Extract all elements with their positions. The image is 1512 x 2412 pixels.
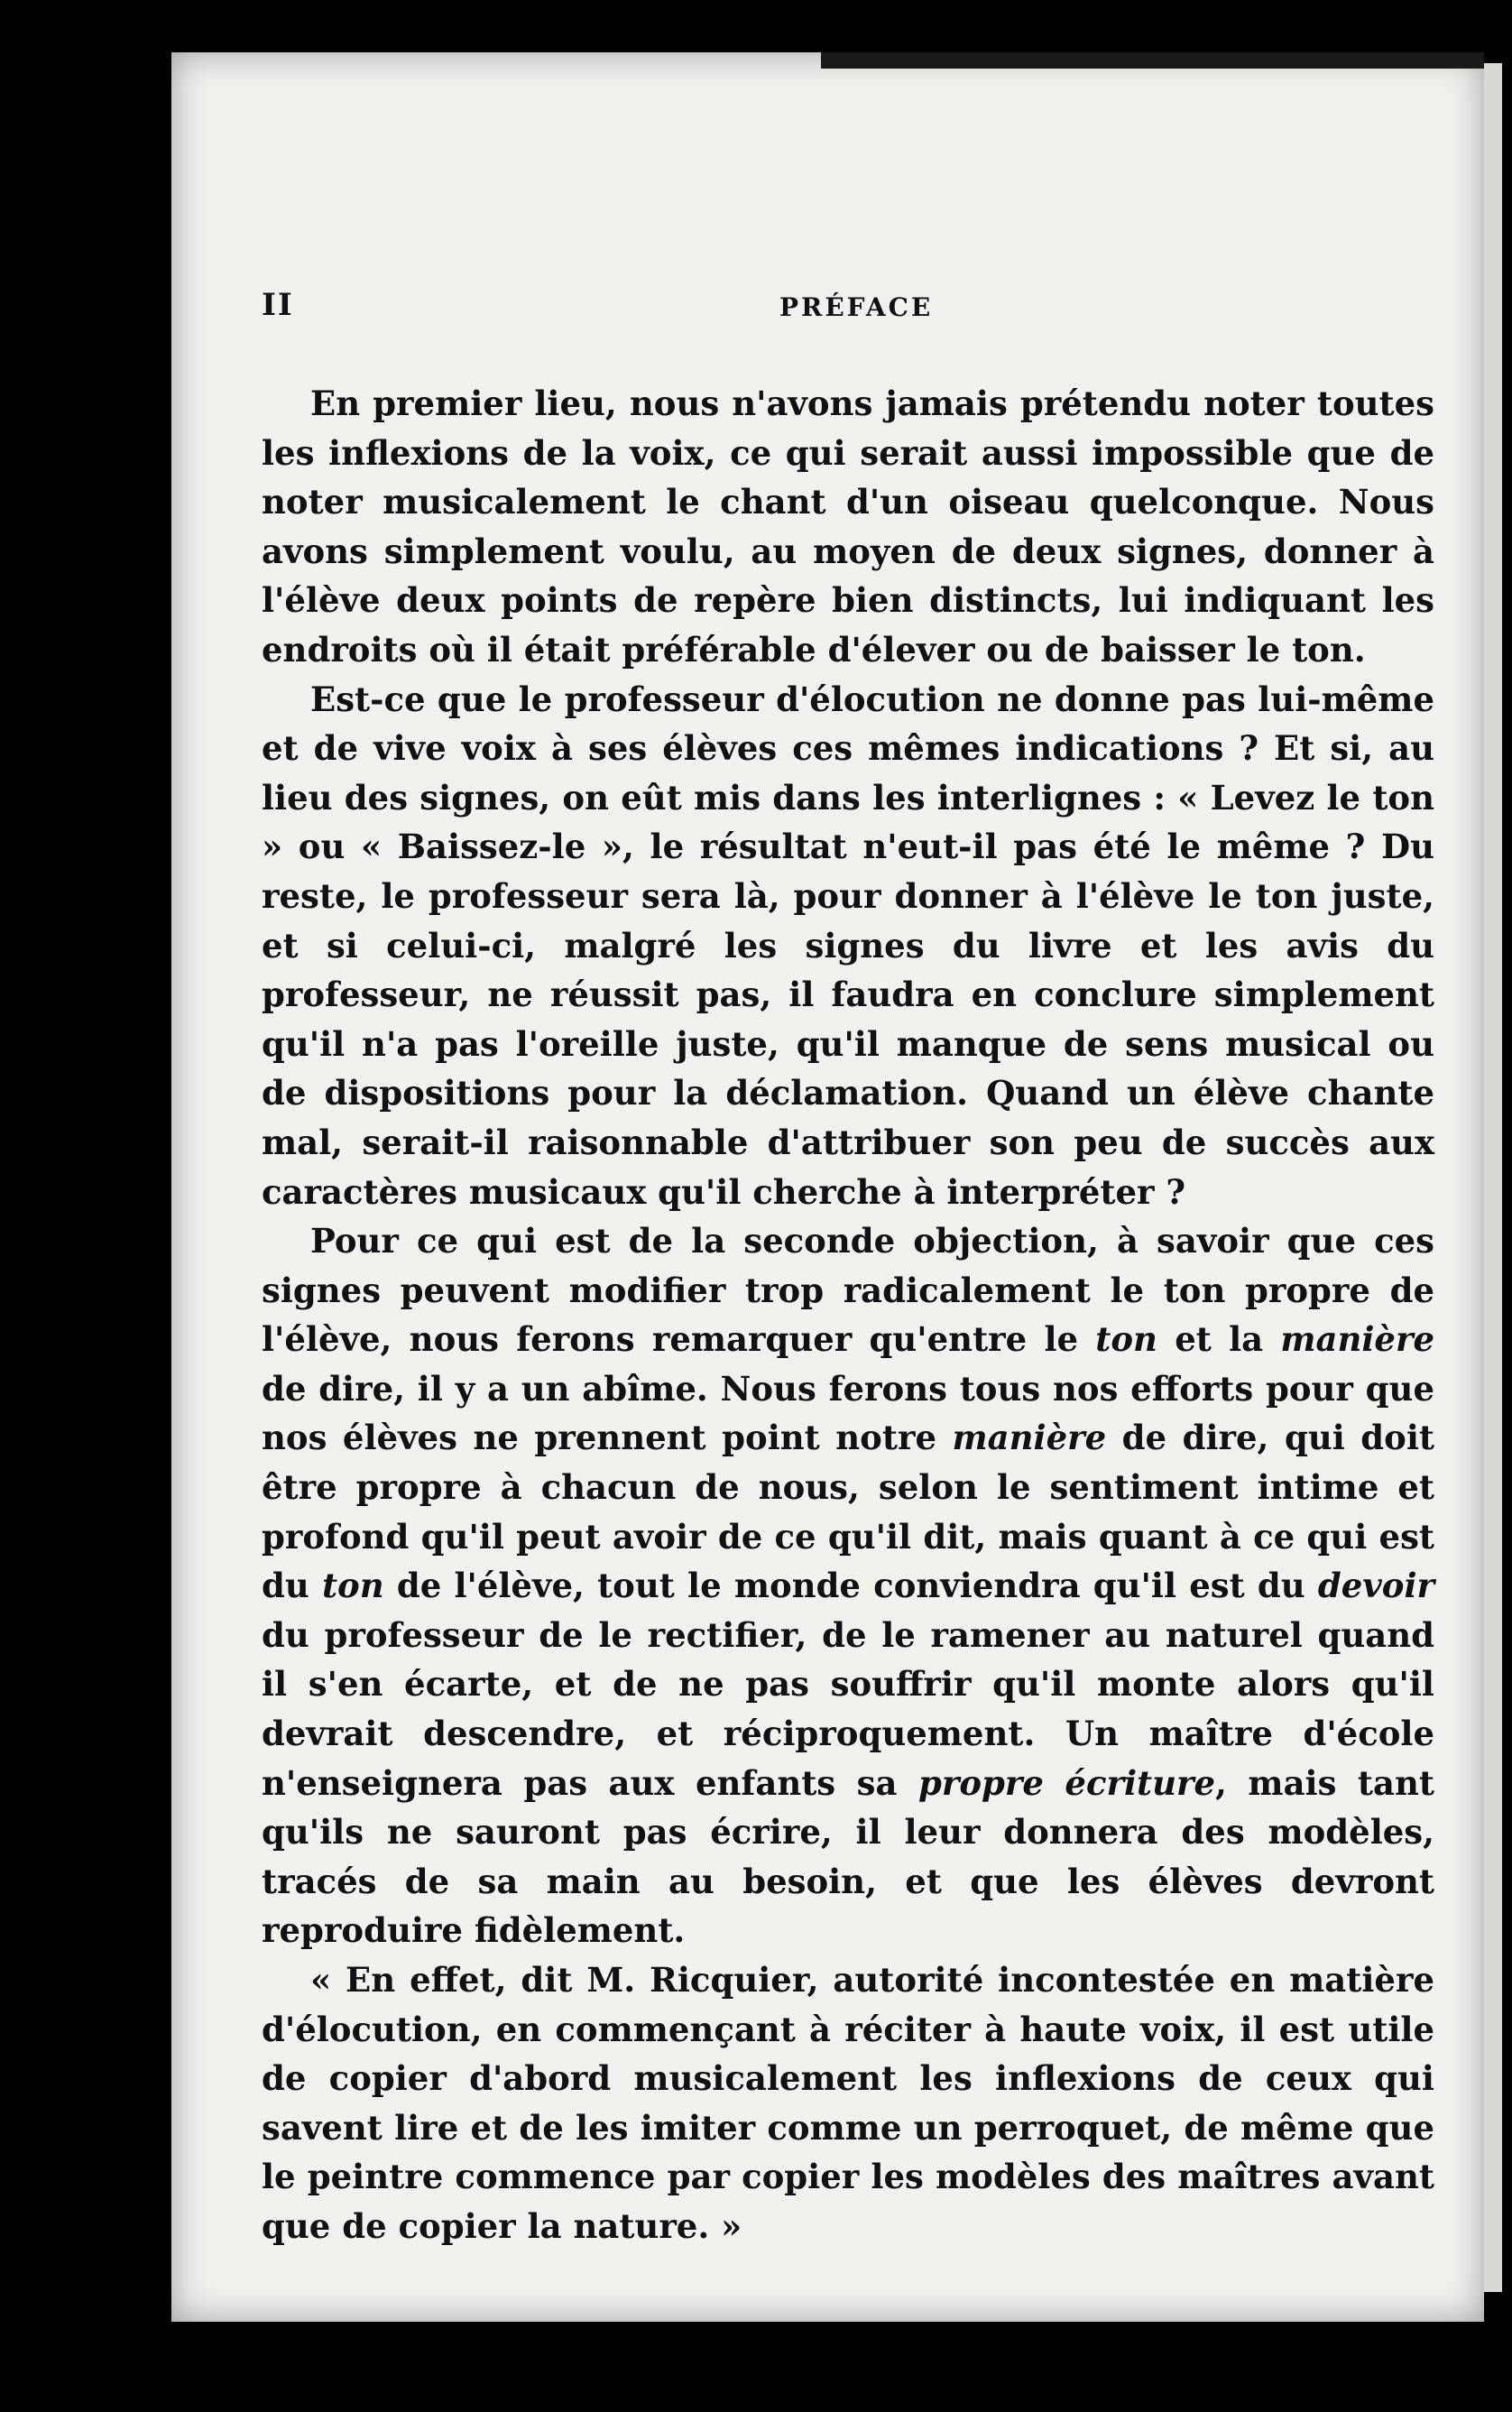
paragraph-text: En premier lieu, nous n'avons jamais prétendu noter toutes les inflexions de la voix, ce qui serait aussi impossible que de noter musicalement le chant d'un oiseau quelconque. Nous avons simplement voulu, au moyen de deux signes, donner à l'élève deux points de repère bien distincts, lui indiquant les endroits où il était préférable d'élever ou de baisser le ton. <box>262 384 1434 670</box>
page-number: II <box>262 287 294 323</box>
running-head: PRÉFACE <box>779 292 934 322</box>
paragraph-text: du professeur de le rectifier, de le ramener au naturel quand il s'en écarte, et de ne pas souffrir qu'il monte alors qu'il devrait descendre, et réciproquement. Un maître d'école n'enseignera pas aux enfants sa <box>262 1614 1434 1803</box>
paragraph-text: Est-ce que le professeur d'élocution ne donne pas lui-même et de vive voix à ses élèves ces mêmes indications ? Et si, au lieu des signes, on eût mis dans les interlignes : « Levez le ton » ou « Baissez-le », le résultat n'eut-il pas été le même ? Du reste, le professeur sera là, pour donner à l'élève le ton juste, et si celui-ci, malgré les signes du livre et les avis du professeur, ne réussit pas, il faudra en conclure simplement qu'il n'a pas l'oreille juste, qu'il manque de sens musical ou de dispositions pour la déclamation. Quand un élève chante mal, serait-il raisonnable d'attribuer son peu de succès aux caractères musicaux qu'il cherche à interpréter ? <box>262 679 1434 1212</box>
italic-term: devoir <box>1317 1566 1434 1606</box>
page-header <box>262 287 1434 332</box>
paragraph-text: et la <box>1157 1319 1281 1360</box>
scan-border <box>821 52 1484 69</box>
paragraph-2 <box>262 675 1434 1217</box>
paragraph-text: de dire, il y a un abîme. Nous ferons tous nos efforts pour que nos élèves ne prennent point notre <box>262 1368 1434 1458</box>
page-edge <box>1484 63 1502 2292</box>
paragraph-3 <box>262 1216 1434 1955</box>
paragraph-text: Pour ce qui est de la seconde objection, à savoir que ces signes peuvent modifier trop radicalement le ton propre de l'élève, nous ferons remarquer qu'entre le <box>262 1221 1434 1360</box>
paragraph-1 <box>262 379 1434 675</box>
italic-term: ton <box>1095 1319 1157 1360</box>
body-text <box>262 379 1434 2251</box>
italic-term: ton <box>321 1566 384 1606</box>
italic-term: propre écriture <box>917 1762 1216 1803</box>
paragraph-text: de l'élève, tout le monde conviendra qu'il est du <box>383 1566 1318 1606</box>
paragraph-text: « En effet, dit M. Ricquier, autorité incontestée en matière d'élocution, en commençant à réciter à haute voix, il est utile de copier d'abord musicalement les inflexions de ceux qui savent lire et de les imiter comme un perroquet, de même que le peintre commence par copier les modèles des maîtres avant que de copier la nature. » <box>262 1960 1434 2246</box>
italic-term: manière <box>1280 1319 1434 1360</box>
paragraph-text: de dire, qui doit être propre à chacun de nous, selon le sentiment intime et profond qu'il peut avoir de ce qu'il dit, mais quant à ce qui est du <box>262 1418 1434 1606</box>
paragraph-text: , mais tant qu'ils ne sauront pas écrire, il leur donnera des modèles, tracés de sa main au besoin, et que les élèves devront reproduire fidèlement. <box>262 1762 1434 1951</box>
italic-term: manière <box>952 1418 1107 1458</box>
paragraph-4 <box>262 1955 1434 2251</box>
